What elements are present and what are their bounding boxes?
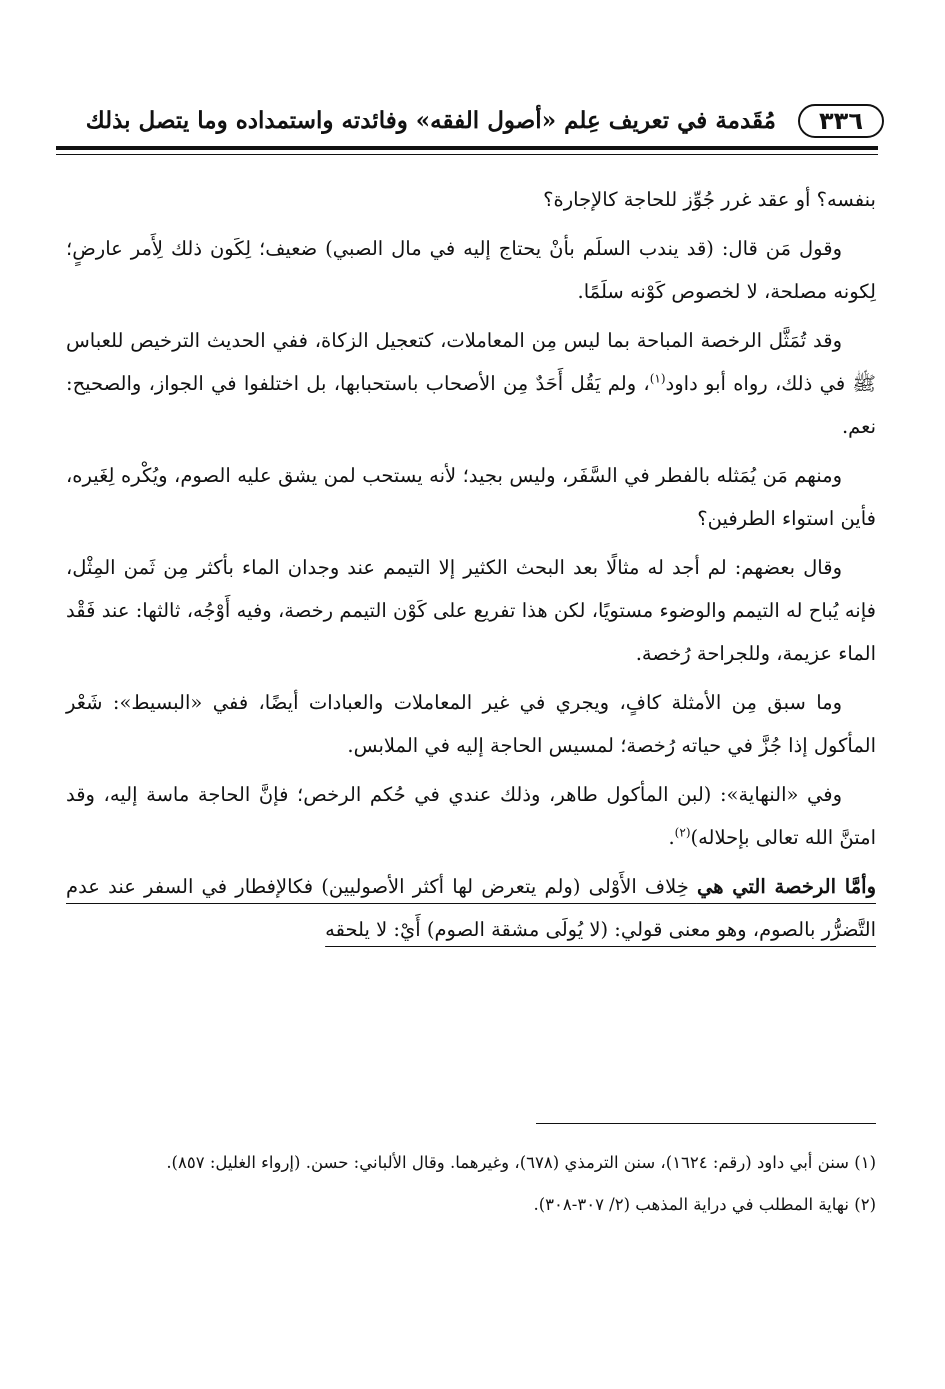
page-header [56,98,886,144]
footnotes [66,1144,876,1228]
running-title: مُقَدمة في تعريف عِلم «أصول الفقه» وفائدته واستمداده وما يتصل بذلك [85,107,776,134]
paragraph-4: ومنهم مَن يُمَثله بالفطر في السَّفَر، وليس بجيد؛ لأنه يستحب لمن يشق عليه الصوم، ويُكْره لِغَيره، فأين استواء الطرفين؟ [66,464,876,530]
footnote-separator [536,1123,876,1124]
paragraph-8-rest: خِلاف الأَوْلى (ولم يتعرض لها أكثر الأصوليين) فكالإفطار في السفر عند عدم التَّضرُّر بالصوم، وهو معنى قولي: (لا يُولَى مشقة الصوم) أَيْ: لا يلحقه [66,875,876,941]
paragraph-6: وما سبق مِن الأمثلة كافٍ، ويجري في غير المعاملات والعبادات أيضًا، ففي «البسيط»: شَعْر المأكول إذا جُزَّ في حياته رُخصة؛ لمسيس الحاجة إليه في الملابس. [66,691,876,757]
paragraph-7-text: وفي «النهاية»: (لبن المأكول طاهر، وذلك عندي في حُكم الرخص؛ فإنَّ الحاجة ماسة إليه، وقد امتنَّ الله تعالى بإحلاله) [66,783,876,849]
header-rule-thin [56,154,878,155]
paragraph-7-end: . [668,826,675,849]
paragraph-7 [66,773,876,859]
paragraph-3 [66,319,876,448]
page-number-badge: ٣٣٦ [798,104,884,138]
paragraph-1: بنفسه؟ أو عقد غرر جُوِّز للحاجة كالإجارة؟ [543,188,876,211]
paragraph-5: وقال بعضهم: لم أجد له مثالًا بعد البحث الكثير إلا التيمم عند وجدان الماء بأكثر مِن ثَمن المِثْل، فإنه يُباح له التيمم والوضوء مستويًا، لكن هذا تفريع على كَوْن التيمم رخصة، وفيه أَوْجُه، ثالثها: عند فَقْد الماء عزيمة، وللجراحة رُخصة. [66,556,876,665]
paragraph-8 [66,865,876,951]
footnote-1: (١) سنن أبي داود (رقم: ١٦٢٤)، سنن الترمذي (٦٧٨)، وغيرهما. وقال الألباني: حسن. (إرواء الغليل: ٨٥٧). [166,1153,876,1172]
footnote-ref-2[interactable]: (٢) [674,825,691,840]
paragraph-3-part-2: ، ولم يَقُل أَحَدٌ مِن الأصحاب باستحبابها، بل اختلفوا في الجواز، والصحيح: نعم. [66,372,876,438]
paragraph-2: وقول مَن قال: (قد يندب السلَم بأنْ يحتاج إليه في مال الصبي) ضعيف؛ لِكَون ذلك لِأَمر عارضٍ؛ لِكونه مصلحة، لا لخصوص كَوْنه سلَمًا. [66,237,876,303]
footnote-2: (٢) نهاية المطلب في دراية المذهب (٢/ ٣٠٧-٣٠٨). [533,1195,876,1214]
paragraph-8-bold-lead: وأمَّا الرخصة التي هي [696,875,876,898]
paragraph-3-part-1: وقد تُمَثَّل الرخصة المباحة بما ليس مِن المعاملات، كتعجيل الزكاة، ففي الحديث الترخيص للعباس ﷺ في ذلك، رواه أبو داود [66,329,876,395]
header-rule-thick [56,146,878,150]
main-text [66,178,876,957]
footnote-ref-1[interactable]: (١) [649,371,666,386]
